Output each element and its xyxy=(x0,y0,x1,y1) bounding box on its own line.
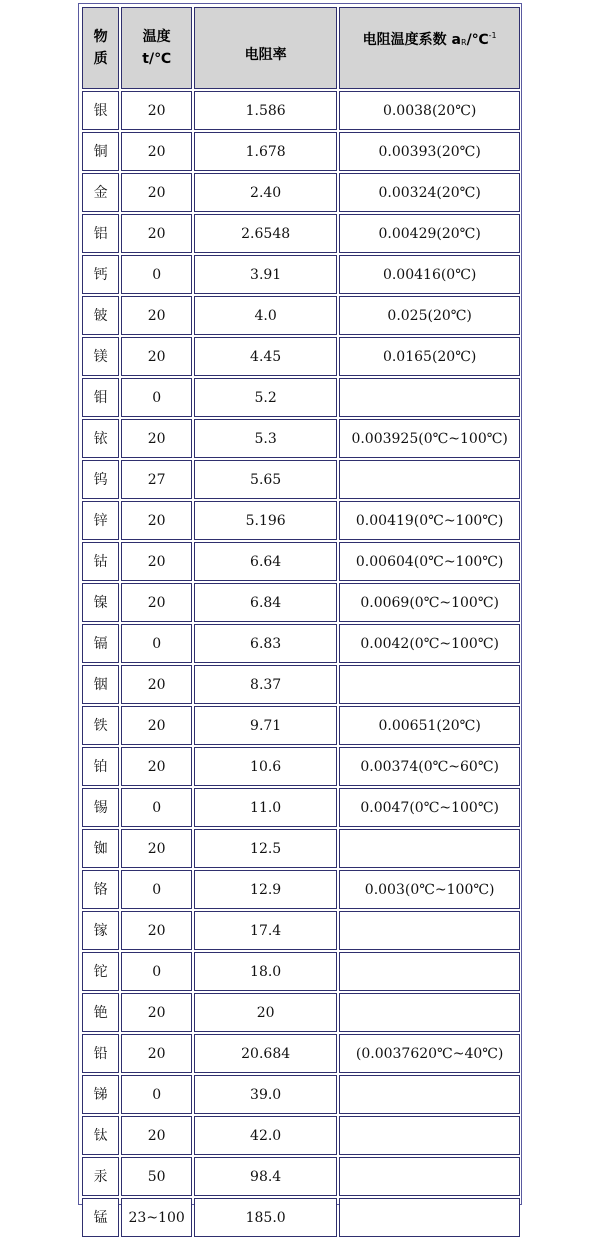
cell-material: 钴 xyxy=(82,542,119,581)
cell-coefficient: 0.0165(20℃) xyxy=(339,337,520,376)
table-row xyxy=(82,583,520,622)
header-coefficient xyxy=(339,7,520,89)
table-row xyxy=(82,829,520,868)
table-row xyxy=(82,1116,520,1155)
table-row xyxy=(82,1075,520,1114)
cell-material: 铯 xyxy=(82,993,119,1032)
cell-material: 铊 xyxy=(82,952,119,991)
cell-resistivity: 5.3 xyxy=(194,419,337,458)
cell-coefficient xyxy=(339,1157,520,1196)
cell-temperature: 20 xyxy=(121,542,192,581)
table-row xyxy=(82,911,520,950)
table-row xyxy=(82,993,520,1032)
cell-coefficient: 0.00429(20℃) xyxy=(339,214,520,253)
header-material-line2: 质 xyxy=(93,51,108,67)
cell-temperature: 20 xyxy=(121,337,192,376)
header-coefficient-superscript: -1 xyxy=(488,31,497,40)
cell-resistivity: 8.37 xyxy=(194,665,337,704)
table-row xyxy=(82,1034,520,1073)
cell-temperature: 0 xyxy=(121,378,192,417)
cell-coefficient: 0.003925(0℃~100℃) xyxy=(339,419,520,458)
cell-material: 铍 xyxy=(82,296,119,335)
cell-coefficient: 0.00324(20℃) xyxy=(339,173,520,212)
table-row xyxy=(82,542,520,581)
cell-temperature: 50 xyxy=(121,1157,192,1196)
cell-material: 铱 xyxy=(82,419,119,458)
cell-coefficient: 0.00419(0℃~100℃) xyxy=(339,501,520,540)
header-resistivity: 电阻率 xyxy=(194,7,337,89)
cell-temperature: 23~100 xyxy=(121,1198,192,1237)
cell-resistivity: 6.83 xyxy=(194,624,337,663)
cell-coefficient xyxy=(339,1116,520,1155)
cell-material: 铅 xyxy=(82,1034,119,1073)
cell-temperature: 27 xyxy=(121,460,192,499)
cell-material: 金 xyxy=(82,173,119,212)
cell-resistivity: 1.586 xyxy=(194,91,337,130)
header-temperature xyxy=(121,7,192,89)
cell-temperature: 0 xyxy=(121,1075,192,1114)
header-temperature-line1: 温度 xyxy=(142,29,171,45)
cell-material: 铷 xyxy=(82,829,119,868)
cell-resistivity: 3.91 xyxy=(194,255,337,294)
cell-temperature: 20 xyxy=(121,706,192,745)
cell-material: 钛 xyxy=(82,1116,119,1155)
cell-resistivity: 12.5 xyxy=(194,829,337,868)
table-row xyxy=(82,1198,520,1237)
cell-resistivity: 4.45 xyxy=(194,337,337,376)
cell-coefficient xyxy=(339,829,520,868)
cell-temperature: 20 xyxy=(121,173,192,212)
cell-resistivity: 5.196 xyxy=(194,501,337,540)
table-row xyxy=(82,952,520,991)
cell-resistivity: 11.0 xyxy=(194,788,337,827)
table-row xyxy=(82,296,520,335)
header-coefficient-main: 电阻温度系数 a xyxy=(362,32,461,48)
cell-temperature: 20 xyxy=(121,296,192,335)
cell-coefficient xyxy=(339,952,520,991)
cell-coefficient: 0.00374(0℃~60℃) xyxy=(339,747,520,786)
header-material xyxy=(82,7,119,89)
cell-coefficient: 0.00651(20℃) xyxy=(339,706,520,745)
cell-material: 镉 xyxy=(82,624,119,663)
cell-material: 铝 xyxy=(82,214,119,253)
cell-material: 钙 xyxy=(82,255,119,294)
cell-material: 铁 xyxy=(82,706,119,745)
cell-coefficient: 0.00393(20℃) xyxy=(339,132,520,171)
cell-coefficient xyxy=(339,1075,520,1114)
header-temperature-line2: t/℃ xyxy=(142,51,172,67)
cell-temperature: 0 xyxy=(121,952,192,991)
cell-temperature: 0 xyxy=(121,255,192,294)
cell-resistivity: 2.40 xyxy=(194,173,337,212)
cell-resistivity: 17.4 xyxy=(194,911,337,950)
cell-material: 钼 xyxy=(82,378,119,417)
table-row xyxy=(82,788,520,827)
table-row xyxy=(82,870,520,909)
cell-resistivity: 18.0 xyxy=(194,952,337,991)
cell-resistivity: 39.0 xyxy=(194,1075,337,1114)
cell-temperature: 20 xyxy=(121,665,192,704)
cell-temperature: 20 xyxy=(121,911,192,950)
table-row xyxy=(82,460,520,499)
cell-resistivity: 2.6548 xyxy=(194,214,337,253)
table-body xyxy=(82,91,520,1237)
table-row xyxy=(82,214,520,253)
cell-material: 钨 xyxy=(82,460,119,499)
cell-temperature: 20 xyxy=(121,1116,192,1155)
cell-resistivity: 12.9 xyxy=(194,870,337,909)
cell-material: 镓 xyxy=(82,911,119,950)
table-row xyxy=(82,624,520,663)
cell-coefficient: 0.00604(0℃~100℃) xyxy=(339,542,520,581)
cell-resistivity: 4.0 xyxy=(194,296,337,335)
cell-resistivity: 20.684 xyxy=(194,1034,337,1073)
cell-material: 银 xyxy=(82,91,119,130)
cell-coefficient: 0.00416(0℃) xyxy=(339,255,520,294)
cell-material: 锑 xyxy=(82,1075,119,1114)
table-row xyxy=(82,255,520,294)
cell-temperature: 20 xyxy=(121,214,192,253)
cell-temperature: 20 xyxy=(121,583,192,622)
table-row xyxy=(82,91,520,130)
cell-coefficient: 0.0069(0℃~100℃) xyxy=(339,583,520,622)
cell-material: 铜 xyxy=(82,132,119,171)
cell-coefficient xyxy=(339,460,520,499)
header-row xyxy=(82,7,520,89)
cell-temperature: 20 xyxy=(121,91,192,130)
header-material-line1: 物 xyxy=(93,29,108,45)
cell-resistivity: 1.678 xyxy=(194,132,337,171)
cell-material: 锰 xyxy=(82,1198,119,1237)
table-row xyxy=(82,173,520,212)
table-row xyxy=(82,337,520,376)
cell-resistivity: 20 xyxy=(194,993,337,1032)
cell-temperature: 20 xyxy=(121,829,192,868)
cell-material: 铟 xyxy=(82,665,119,704)
cell-material: 锡 xyxy=(82,788,119,827)
cell-coefficient: 0.003(0℃~100℃) xyxy=(339,870,520,909)
header-coefficient-unit: /℃ xyxy=(466,32,489,48)
cell-resistivity: 9.71 xyxy=(194,706,337,745)
cell-coefficient xyxy=(339,1198,520,1237)
cell-material: 铂 xyxy=(82,747,119,786)
cell-material: 铬 xyxy=(82,870,119,909)
resistivity-table xyxy=(80,5,522,1239)
cell-resistivity: 5.2 xyxy=(194,378,337,417)
cell-material: 锌 xyxy=(82,501,119,540)
cell-coefficient: 0.025(20℃) xyxy=(339,296,520,335)
table-row xyxy=(82,419,520,458)
table-row xyxy=(82,132,520,171)
cell-resistivity: 10.6 xyxy=(194,747,337,786)
table-header xyxy=(82,7,520,89)
cell-resistivity: 98.4 xyxy=(194,1157,337,1196)
cell-coefficient xyxy=(339,378,520,417)
table-row xyxy=(82,747,520,786)
cell-temperature: 0 xyxy=(121,870,192,909)
cell-resistivity: 5.65 xyxy=(194,460,337,499)
cell-temperature: 20 xyxy=(121,501,192,540)
cell-resistivity: 6.64 xyxy=(194,542,337,581)
cell-temperature: 20 xyxy=(121,1034,192,1073)
cell-coefficient xyxy=(339,665,520,704)
cell-resistivity: 6.84 xyxy=(194,583,337,622)
table-row xyxy=(82,378,520,417)
cell-coefficient: 0.0038(20℃) xyxy=(339,91,520,130)
cell-material: 镁 xyxy=(82,337,119,376)
cell-coefficient xyxy=(339,911,520,950)
cell-resistivity: 42.0 xyxy=(194,1116,337,1155)
cell-coefficient: (0.0037620℃~40℃) xyxy=(339,1034,520,1073)
table-row xyxy=(82,706,520,745)
cell-temperature: 20 xyxy=(121,993,192,1032)
header-coefficient-subscript: R xyxy=(461,38,467,47)
cell-temperature: 20 xyxy=(121,132,192,171)
cell-temperature: 20 xyxy=(121,419,192,458)
table-row xyxy=(82,665,520,704)
cell-material: 镍 xyxy=(82,583,119,622)
cell-material: 汞 xyxy=(82,1157,119,1196)
table-row xyxy=(82,1157,520,1196)
cell-temperature: 0 xyxy=(121,624,192,663)
cell-resistivity: 185.0 xyxy=(194,1198,337,1237)
cell-temperature: 0 xyxy=(121,788,192,827)
table-row xyxy=(82,501,520,540)
cell-coefficient: 0.0047(0℃~100℃) xyxy=(339,788,520,827)
cell-temperature: 20 xyxy=(121,747,192,786)
cell-coefficient xyxy=(339,993,520,1032)
cell-coefficient: 0.0042(0℃~100℃) xyxy=(339,624,520,663)
